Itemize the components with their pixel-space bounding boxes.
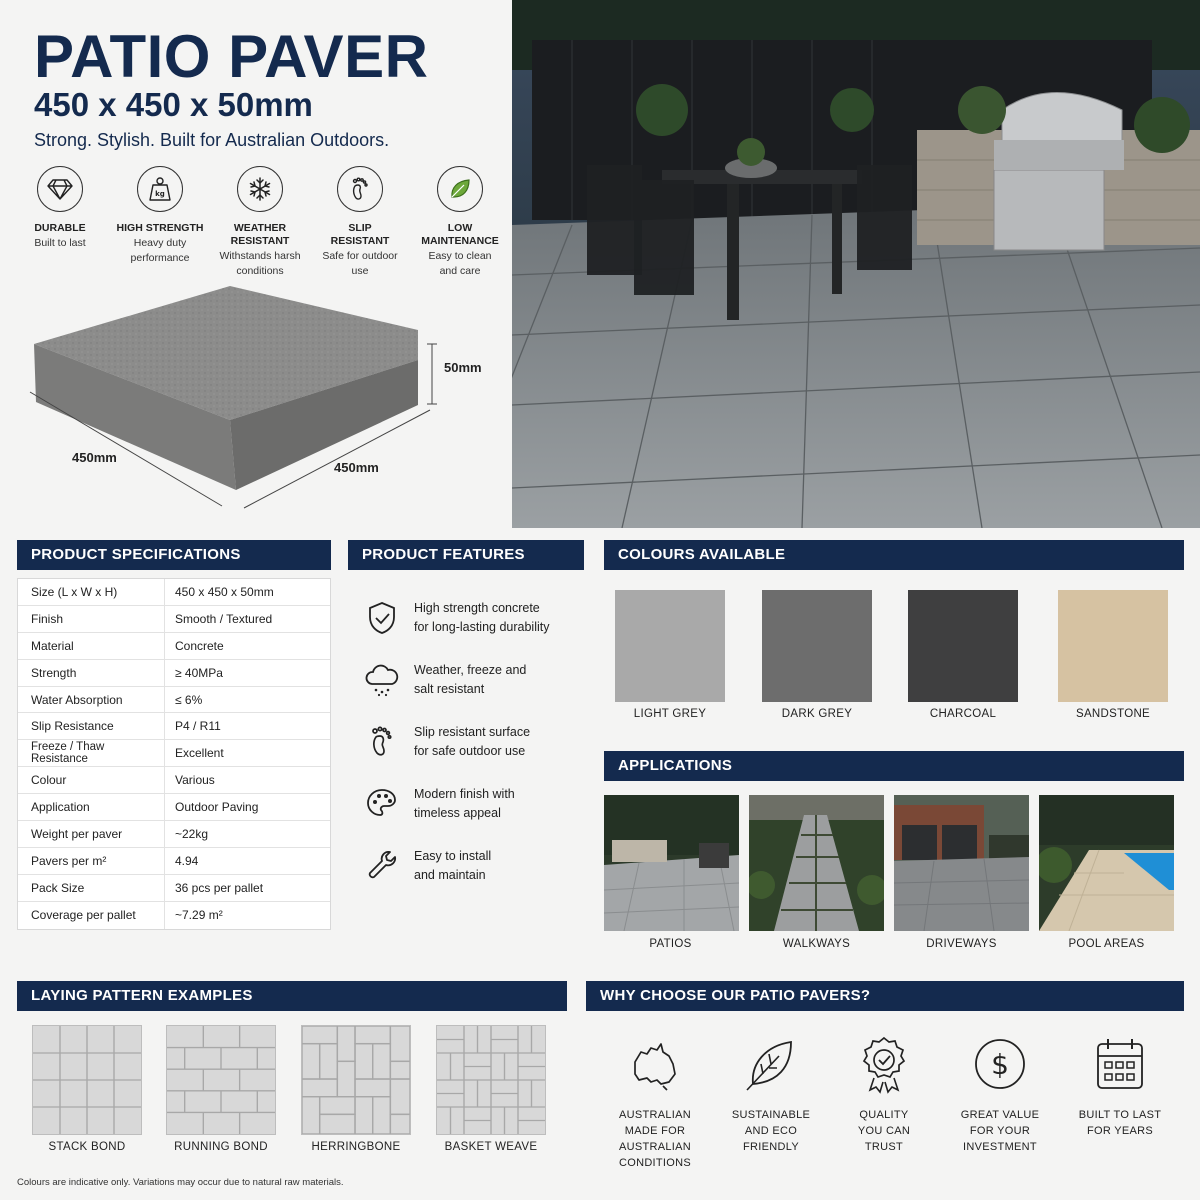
specs-table xyxy=(17,578,331,930)
product-dimensions: 450 x 450 x 50mm xyxy=(34,86,313,123)
leaf-icon xyxy=(437,166,483,212)
why-line: INVESTMENT xyxy=(963,1141,1037,1153)
badge-title: HIGH STRENGTH xyxy=(116,222,204,234)
why-line: GREAT VALUE xyxy=(960,1109,1040,1121)
why-line: AND ECO xyxy=(744,1125,798,1137)
spec-key: Pavers per m² xyxy=(18,848,165,874)
feature-badges xyxy=(10,166,510,279)
australia-icon xyxy=(625,1034,685,1094)
footprint-icon xyxy=(337,166,383,212)
cloud-snow-icon xyxy=(362,660,402,700)
list-item xyxy=(348,648,584,710)
spec-value: ~22kg xyxy=(175,826,209,841)
page-title: PATIO PAVER xyxy=(34,23,429,90)
spec-key: Pack Size xyxy=(18,875,165,901)
spec-value: 36 pcs per pallet xyxy=(175,880,264,895)
table-row xyxy=(18,767,330,794)
application-label: PATIOS xyxy=(649,938,692,950)
table-row xyxy=(18,848,330,875)
colour-label: LIGHT GREY xyxy=(633,708,707,720)
spec-key: Size (L x W x H) xyxy=(18,579,165,605)
svg-text:kg: kg xyxy=(155,190,165,198)
diamond-icon xyxy=(37,166,83,212)
list-item xyxy=(348,586,584,648)
footnote: Colours are indicative only. Variations may occur due to natural raw materials. xyxy=(17,1177,344,1188)
list-item xyxy=(348,710,584,772)
application-label: WALKWAYS xyxy=(782,938,851,950)
snowflake-icon xyxy=(237,166,283,212)
spec-value: Excellent xyxy=(175,746,224,761)
app-image-pool-areas xyxy=(1039,795,1174,931)
why-line: MADE FOR xyxy=(624,1125,686,1137)
list-item xyxy=(348,834,584,896)
svg-text:$: $ xyxy=(991,1048,1009,1081)
feature-line: Modern finish with xyxy=(414,787,515,801)
weight-icon xyxy=(137,166,183,212)
list-item xyxy=(348,772,584,834)
spec-key: Weight per paver xyxy=(18,821,165,847)
feature-line: Weather, freeze and xyxy=(414,663,527,677)
why-line: TRUST xyxy=(864,1141,904,1153)
calendar-icon xyxy=(1090,1034,1150,1094)
badge-title: LOW MAINTENANCE xyxy=(421,222,499,247)
why-line: BUILT TO LAST xyxy=(1078,1109,1162,1121)
spec-value: Various xyxy=(175,773,215,788)
badge-weather-resistant xyxy=(210,166,310,279)
why-line: FRIENDLY xyxy=(743,1141,799,1153)
shield-check-icon xyxy=(362,598,402,638)
badge-subtitle: Heavy duty performance xyxy=(130,237,190,264)
spec-key: Slip Resistance xyxy=(18,713,165,739)
why-item-sustainable xyxy=(716,1034,826,1155)
feature-line: High strength concrete xyxy=(414,601,540,615)
badge-title: WEATHER RESISTANT xyxy=(230,222,290,247)
spec-key: Material xyxy=(18,633,165,659)
badge-title: SLIP RESISTANT xyxy=(330,222,390,247)
table-row xyxy=(18,821,330,848)
spec-key: Application xyxy=(18,794,165,820)
colours-heading: COLOURS AVAILABLE xyxy=(604,540,1184,570)
feature-line: salt resistant xyxy=(414,682,485,696)
badge-title: DURABLE xyxy=(34,222,86,234)
width-label: 450mm xyxy=(72,450,117,465)
spec-key: Freeze / Thaw Resistance xyxy=(18,740,165,766)
pattern-label: BASKET WEAVE xyxy=(444,1141,538,1153)
hero-patio-photo xyxy=(512,0,1200,528)
colour-label: SANDSTONE xyxy=(1075,708,1151,720)
table-row xyxy=(18,687,330,714)
pattern-basket-weave xyxy=(436,1025,546,1135)
pattern-stack-bond xyxy=(32,1025,142,1135)
spec-key: Coverage per pallet xyxy=(18,902,165,929)
leaf-icon xyxy=(741,1034,801,1094)
feature-line: for safe outdoor use xyxy=(414,744,526,758)
paver-diagram xyxy=(0,280,510,520)
badge-low-maintenance xyxy=(410,166,510,279)
badge-durable xyxy=(10,166,110,279)
application-label: POOL AREAS xyxy=(1068,938,1145,950)
table-row xyxy=(18,794,330,821)
table-row xyxy=(18,740,330,767)
features-list xyxy=(348,586,584,896)
spec-key: Finish xyxy=(18,606,165,632)
pattern-label: RUNNING BOND xyxy=(174,1141,268,1153)
why-line: CONDITIONS xyxy=(618,1157,692,1169)
height-label: 50mm xyxy=(444,360,482,375)
quality-badge-icon xyxy=(854,1034,914,1094)
app-image-driveways xyxy=(894,795,1029,931)
spec-value: 450 x 450 x 50mm xyxy=(175,584,274,599)
why-item-built-to-last xyxy=(1065,1034,1175,1139)
footprint-icon xyxy=(362,722,402,762)
badge-subtitle: Withstands harsh conditions xyxy=(219,250,301,277)
table-row xyxy=(18,579,330,606)
spec-value: 4.94 xyxy=(175,853,199,868)
pattern-label: STACK BOND xyxy=(48,1141,126,1153)
pattern-running-bond xyxy=(166,1025,276,1135)
swatch-charcoal xyxy=(908,590,1018,702)
why-item-value xyxy=(945,1034,1055,1155)
table-row xyxy=(18,713,330,740)
why-line: FOR YOUR xyxy=(969,1125,1031,1137)
badge-subtitle: Built to last xyxy=(34,237,86,249)
why-line: QUALITY xyxy=(859,1109,909,1121)
colour-label: CHARCOAL xyxy=(929,708,997,720)
spec-value: Outdoor Paving xyxy=(175,800,259,815)
badge-high-strength xyxy=(110,166,210,279)
spec-value: ≥ 40MPa xyxy=(175,665,223,680)
palette-icon xyxy=(362,784,402,824)
pattern-label: HERRINGBONE xyxy=(311,1141,401,1153)
app-image-patios xyxy=(604,795,739,931)
why-item-quality xyxy=(829,1034,939,1155)
table-row xyxy=(18,875,330,902)
why-heading: WHY CHOOSE OUR PATIO PAVERS? xyxy=(586,981,1184,1011)
spec-value: Smooth / Textured xyxy=(175,611,273,626)
swatch-dark-grey xyxy=(762,590,872,702)
spec-value: ~7.29 m² xyxy=(175,908,223,923)
why-line: YOU CAN xyxy=(857,1125,911,1137)
spec-key: Colour xyxy=(18,767,165,793)
spec-value: P4 / R11 xyxy=(175,719,221,734)
features-heading: PRODUCT FEATURES xyxy=(348,540,584,570)
app-image-walkways xyxy=(749,795,884,931)
feature-line: and maintain xyxy=(414,868,486,882)
tagline: Strong. Stylish. Built for Australian Outdoors. xyxy=(34,130,390,150)
colour-label: DARK GREY xyxy=(781,708,853,720)
patterns-heading: LAYING PATTERN EXAMPLES xyxy=(17,981,567,1011)
feature-line: Slip resistant surface xyxy=(414,725,531,739)
application-label: DRIVEWAYS xyxy=(926,938,997,950)
badge-subtitle: Safe for outdoor use xyxy=(322,250,398,277)
table-row xyxy=(18,633,330,660)
pattern-herringbone xyxy=(301,1025,411,1135)
why-item-australian xyxy=(600,1034,710,1171)
dollar-icon xyxy=(970,1034,1030,1094)
spec-value: Concrete xyxy=(175,638,224,653)
why-line: AUSTRALIAN xyxy=(618,1109,692,1121)
spec-value: ≤ 6% xyxy=(175,692,203,707)
feature-line: Easy to install xyxy=(414,849,492,863)
badge-subtitle: Easy to clean and care xyxy=(428,250,492,277)
table-row xyxy=(18,902,330,929)
table-row xyxy=(18,660,330,687)
depth-label: 450mm xyxy=(334,460,379,475)
feature-line: for long-lasting durability xyxy=(414,620,550,634)
why-line: FOR YEARS xyxy=(1086,1125,1154,1137)
feature-line: timeless appeal xyxy=(414,806,501,820)
table-row xyxy=(18,606,330,633)
swatch-sandstone xyxy=(1058,590,1168,702)
badge-slip-resistant xyxy=(310,166,410,279)
wrench-icon xyxy=(362,846,402,886)
why-line: AUSTRALIAN xyxy=(618,1141,692,1153)
spec-key: Water Absorption xyxy=(18,687,165,713)
why-line: SUSTAINABLE xyxy=(731,1109,811,1121)
specs-heading: PRODUCT SPECIFICATIONS xyxy=(17,540,331,570)
spec-key: Strength xyxy=(18,660,165,686)
applications-heading: APPLICATIONS xyxy=(604,751,1184,781)
swatch-light-grey xyxy=(615,590,725,702)
